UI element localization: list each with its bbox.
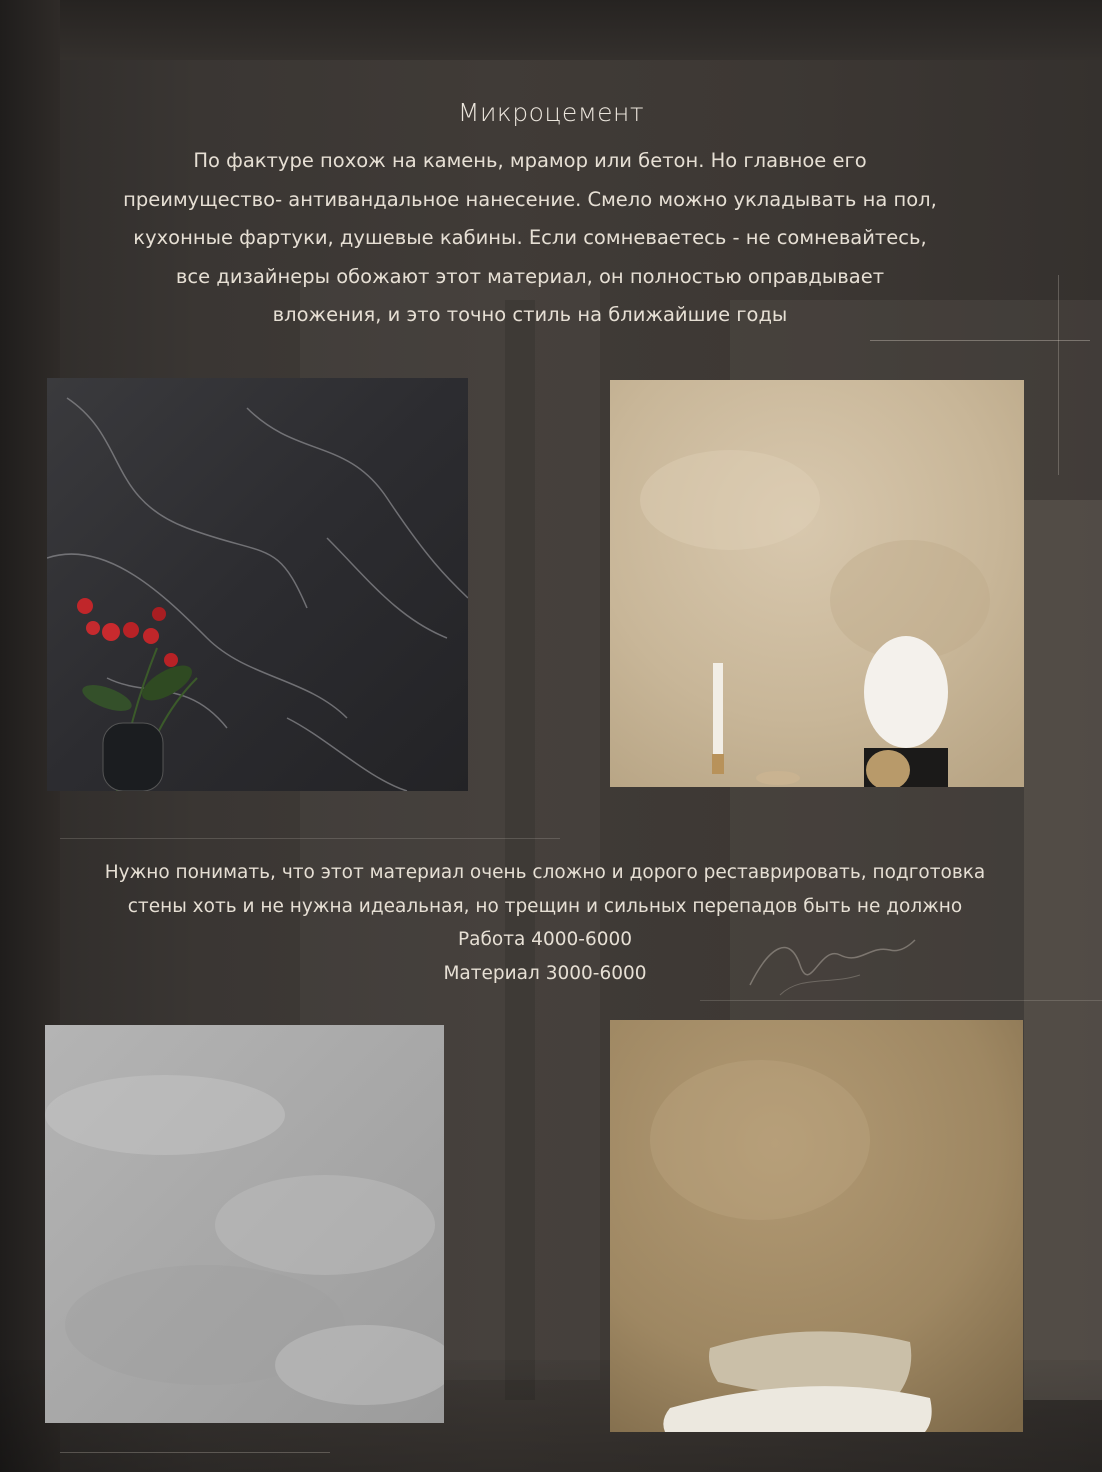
intro-line: все дизайнеры обожают этот материал, он полностью оправдывает bbox=[175, 264, 885, 288]
sand-microcement-photo bbox=[610, 1020, 1023, 1432]
signature-watermark bbox=[740, 925, 920, 1005]
intro-line: кухонные фартуки, душевые кабины. Если сомневаетесь - не сомневайтесь, bbox=[133, 226, 927, 249]
dark-microcement-photo bbox=[47, 378, 468, 791]
details-line: стены хоть и не нужна идеальная, но трещин и сильных перепадов быть не должно bbox=[127, 895, 963, 917]
price-work: Работа 4000-6000 bbox=[457, 929, 633, 950]
details-line: Нужно понимать, что этот материал очень сложно и дорого реставрировать, подготовка bbox=[104, 862, 986, 883]
grey-microcement-photo bbox=[45, 1025, 444, 1423]
intro-line: преимущество- антивандальное нанесение. Смело можно укладывать на пол, bbox=[123, 187, 937, 211]
candle bbox=[712, 663, 724, 774]
lamp bbox=[864, 636, 948, 787]
price-material: Материал 3000-6000 bbox=[443, 962, 647, 984]
intro-line: вложения, и это точно стиль на ближайшие годы bbox=[272, 303, 788, 326]
page-title: Микроцемент bbox=[457, 98, 645, 127]
beige-microcement-photo bbox=[610, 380, 1024, 787]
intro-paragraph bbox=[90, 142, 970, 335]
intro-line: По фактуре похож на камень, мрамор или бетон. Но главное его bbox=[193, 149, 867, 172]
